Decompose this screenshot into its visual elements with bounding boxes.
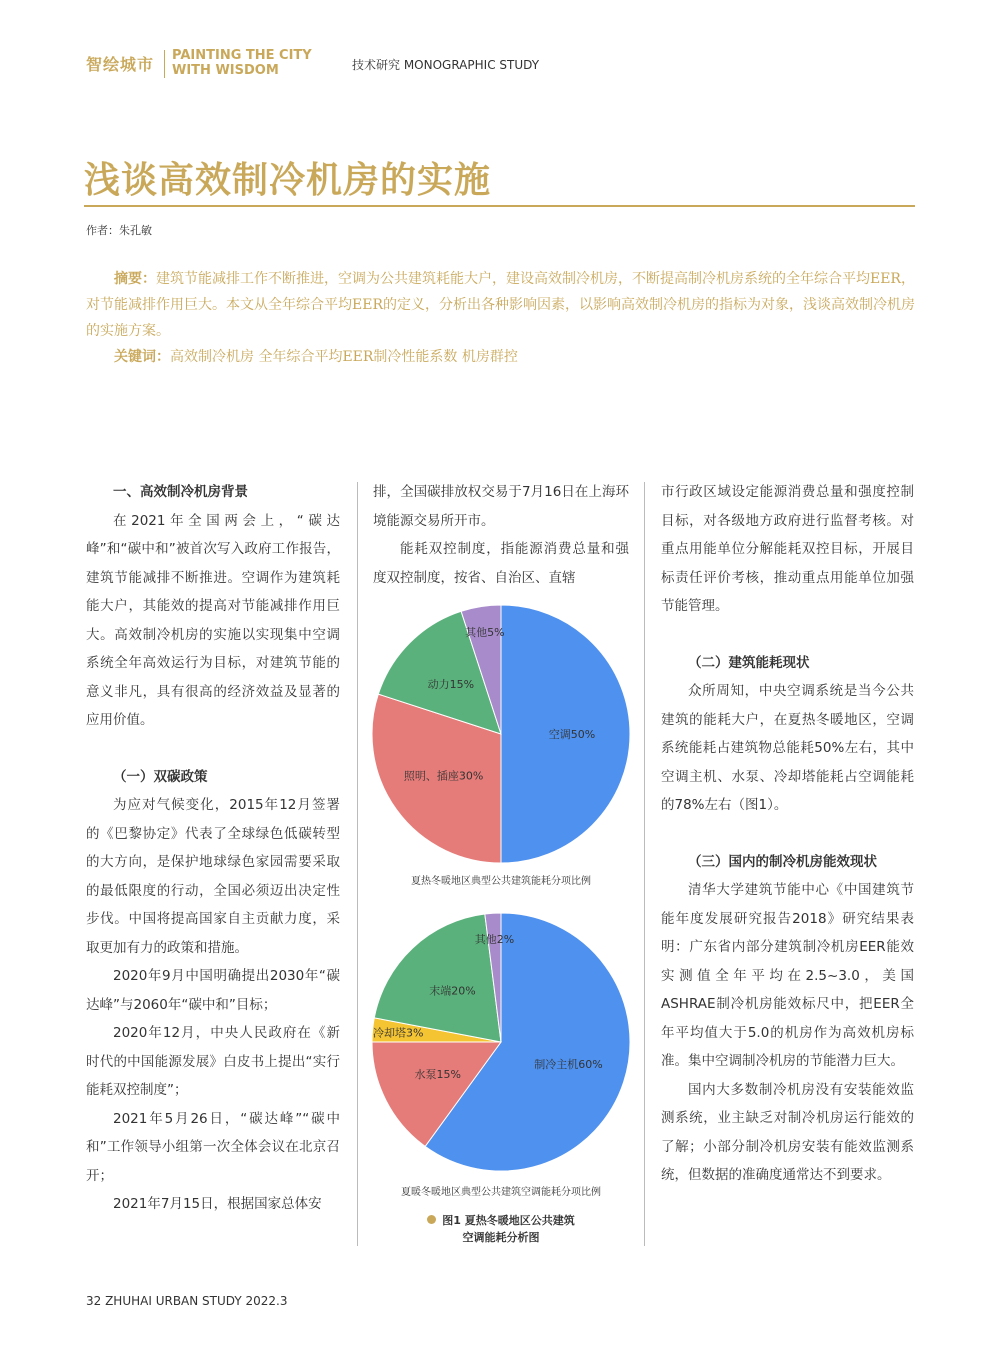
body-paragraph: 众所周知，中央空调系统是当今公共建筑的能耗大户，在夏热冬暖地区，空调系统能耗占建筑物总能耗50%左右，其中空调主机、水泵、冷却塔能耗占空调能耗的78%左右（图1）。 <box>661 683 914 813</box>
body-paragraph: 为应对气候变化，2015年12月签署的《巴黎协定》代表了全球绿色低碳转型的大方向，是保护地球绿色家园需要采取的最低限度的行动，全国必须迈出决定性步伐。中国将提高国家自主贡献力度，采取更加有力的政策和措施。 <box>86 797 340 956</box>
body-paragraph: 市行政区域设定能源消费总量和强度控制目标，对各级地方政府进行监督考核。对重点用能单位分解能耗双控目标，开展目标责任评价考核，推动重点用能单位加强节能管理。 <box>661 484 914 614</box>
pie-chart-ac-energy <box>370 911 632 1173</box>
pie-slice-label: 末端20% <box>429 984 476 998</box>
figure-caption-line1 <box>373 1212 629 1229</box>
spacer <box>661 621 914 649</box>
brand-slogan <box>172 48 312 78</box>
body-paragraph: 在2021年全国两会上，“碳达峰”和“碳中和”被首次写入政府工作报告，建筑节能减排不断推进。空调作为建筑耗能大户，其能效的提高对节能减排作用巨大。高效制冷机房的实施以实现集中空调系统全年高效运行为目标，对建筑节能的意义非凡，具有很高的经济效益及显著的应用价值。 <box>86 512 340 728</box>
chart-title: 夏暖冬暖地区典型公共建筑空调能耗分项比例 <box>401 1187 601 1198</box>
pie-slice-label: 空调50% <box>548 728 596 741</box>
title-rule <box>84 205 915 207</box>
body-paragraph: 2020年12月，中央人民政府在《新时代的中国能源发展》白皮书上提出“实行能耗双控制度”； <box>86 1025 340 1098</box>
abstract-block <box>86 266 916 370</box>
column-left <box>86 478 340 1219</box>
pie-slice-label: 其他2% <box>474 933 515 947</box>
column-divider <box>357 482 358 1246</box>
article-title: 浅谈高效制冷机房的实施 <box>84 160 492 201</box>
figure-caption <box>373 1212 629 1246</box>
body-paragraph: 国内大多数制冷机房没有安装能效监测系统，业主缺乏对制冷机房运行能效的了解；小部分制冷机房安装有能效监测系统，但数据的准确度通常达不到要求。 <box>661 1081 914 1183</box>
subsection-heading: （二）建筑能耗现状 <box>688 654 810 671</box>
pie-slice-label: 动力15% <box>427 677 475 691</box>
spacer <box>86 735 340 763</box>
keywords-paragraph <box>86 344 916 370</box>
column-middle <box>373 478 629 592</box>
body-paragraph: 清华大学建筑节能中心《中国建筑节能年度发展研究报告2018》研究结果表明：广东省内部分建筑制冷机房EER能效实测值全年平均在2.5~3.0，美国ASHRAE制冷机房能效标尺中，把EER全年平均值大于5.0的机房作为高效机房标准。集中空调制冷机房的节能潜力巨大。 <box>661 882 914 1069</box>
subsection-heading: （三）国内的制冷机房能效现状 <box>688 853 877 870</box>
brand-divider <box>164 50 165 78</box>
pie-slice-label: 冷却塔3% <box>373 1026 424 1040</box>
body-paragraph: 排，全国碳排放权交易于7月16日在上海环境能源交易所开市。 <box>373 484 629 529</box>
body-paragraph: 2021年5月26日，“碳达峰”“碳中和”工作领导小组第一次全体会议在北京召开； <box>86 1110 340 1184</box>
chart-title: 夏热冬暖地区典型公共建筑能耗分项比例 <box>411 876 591 887</box>
body-paragraph: 能耗双控制度，指能源消费总量和强度双控制度，按省、自治区、直辖 <box>373 541 629 586</box>
abstract-label: 摘要： <box>114 271 156 287</box>
figure-caption-line2: 空调能耗分析图 <box>462 1231 540 1244</box>
brand-slogan-line1: PAINTING THE CITY <box>172 48 312 63</box>
brand-name: 智绘城市 <box>86 55 155 74</box>
body-paragraph: 2020年9月中国明确提出2030年“碳达峰”与2060年“碳中和”目标； <box>86 968 340 1013</box>
article-author: 作者：朱孔敏 <box>86 224 152 237</box>
column-right <box>661 478 914 1190</box>
section-heading: 一、高效制冷机房背景 <box>113 484 248 500</box>
body-paragraph: 2021年7月15日，根据国家总体安 <box>113 1196 322 1212</box>
keywords-text: 高效制冷机房 全年综合平均EER制冷性能系数 机房群控 <box>170 349 518 365</box>
brand-slogan-line2: WITH WISDOM <box>172 63 279 78</box>
page-footer: 32 ZHUHAI URBAN STUDY 2022.3 <box>86 1294 288 1308</box>
bullet-dot-icon <box>427 1215 436 1224</box>
pie-slice-label: 制冷主机60% <box>534 1057 603 1071</box>
pie-slice-label: 水泵15% <box>414 1068 462 1082</box>
pie-chart-building-energy <box>370 603 632 865</box>
column-divider <box>644 482 645 1246</box>
spacer <box>661 820 914 848</box>
abstract-paragraph <box>86 266 916 344</box>
subsection-heading: （一）双碳政策 <box>113 768 208 785</box>
keywords-label: 关键词： <box>114 349 170 365</box>
pie-slice-label: 其他5% <box>465 626 505 640</box>
section-tag: 技术研究 MONOGRAPHIC STUDY <box>352 58 540 72</box>
figure-caption-text: 图1 夏热冬暖地区公共建筑 <box>442 1214 575 1227</box>
abstract-text: 建筑节能减排工作不断推进，空调为公共建筑耗能大户，建设高效制冷机房，不断提高制冷机房系统的全年综合平均EER，对节能减排作用巨大。本文从全年综合平均EER的定义，分析出各种影响因素，以影响高效制冷机房的指标为对象，浅谈高效制冷机房的实施方案。 <box>86 271 915 339</box>
pie-slice-label: 照明、插座30% <box>403 769 484 783</box>
